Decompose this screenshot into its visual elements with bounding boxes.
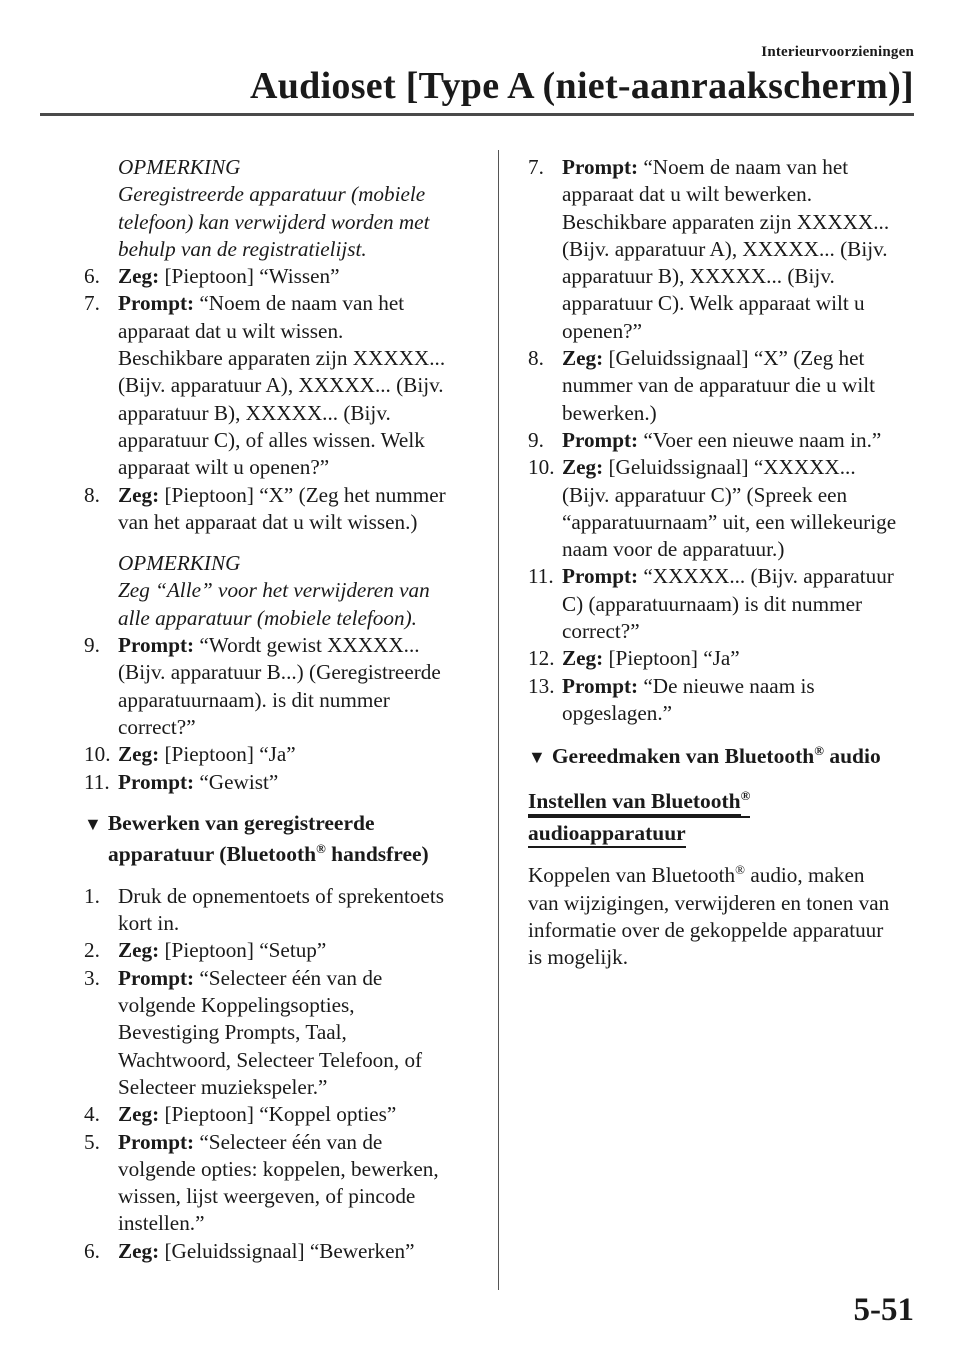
step-line bbox=[562, 454, 920, 481]
step-line bbox=[562, 700, 920, 727]
step-line bbox=[118, 769, 480, 796]
step-text: van het apparaat dat u wilt wissen.) bbox=[118, 509, 418, 534]
step-line bbox=[118, 1074, 480, 1101]
step-text: “Gewist” bbox=[199, 769, 279, 794]
step-line bbox=[118, 1101, 480, 1128]
step-text: “De nieuwe naam is bbox=[643, 673, 815, 698]
step-keyword: Prompt: bbox=[562, 155, 639, 179]
step-text: openen?” bbox=[562, 318, 642, 343]
step-text: apparatuurnaam). is dit nummer bbox=[118, 687, 390, 712]
triangle-icon: ▼ bbox=[84, 813, 102, 834]
step-text: Beschikbare apparaten zijn XXXXX... bbox=[562, 209, 890, 234]
step-text: Beschikbare apparaten zijn XXXXX... bbox=[118, 346, 446, 371]
step-number: 3. bbox=[84, 965, 100, 990]
body-paragraph bbox=[528, 862, 920, 971]
step-text: apparaat dat u wilt bewerken. bbox=[562, 182, 813, 207]
step-keyword: Prompt: bbox=[118, 769, 195, 794]
page-title: Audioset [Type A (niet-aanraakscherm)] bbox=[249, 65, 914, 107]
step-text: (Bijv. apparatuur C)” (Spreek een bbox=[562, 482, 848, 507]
step-line bbox=[118, 632, 480, 659]
step-number: 7. bbox=[84, 291, 100, 316]
column-divider bbox=[498, 150, 499, 1290]
step-text: [Pieptoon] “X” (Zeg het nummer bbox=[164, 482, 446, 507]
step-number: 6. bbox=[84, 1238, 100, 1263]
step-number: 8. bbox=[528, 346, 544, 371]
step-number: 7. bbox=[528, 155, 544, 179]
step-text: “Selecteer één van de bbox=[199, 965, 383, 990]
step-item bbox=[84, 769, 480, 796]
steps-list bbox=[528, 154, 920, 727]
step-line bbox=[118, 1156, 480, 1183]
note-line: Geregistreerde apparatuur (mobiele bbox=[118, 182, 426, 207]
step-item bbox=[84, 1129, 480, 1238]
registered-mark: ® bbox=[316, 840, 326, 856]
step-text: Druk de opnementoets of sprekentoets bbox=[118, 883, 444, 908]
para-line: informatie over de gekoppelde apparatuur bbox=[528, 917, 884, 942]
para-line: van wijzigingen, verwijderen en tonen van bbox=[528, 890, 890, 915]
step-line bbox=[118, 965, 480, 992]
step-line bbox=[118, 937, 480, 964]
step-line bbox=[562, 154, 920, 181]
step-number: 11. bbox=[528, 564, 554, 589]
section-heading-text: Gereedmaken van Bluetooth bbox=[551, 744, 815, 769]
step-number: 10. bbox=[84, 742, 111, 767]
note-heading: OPMERKING bbox=[118, 155, 241, 179]
step-line bbox=[118, 372, 480, 399]
step-text: [Geluidssignaal] “XXXXX... bbox=[608, 455, 856, 480]
step-line bbox=[118, 1129, 480, 1156]
step-item bbox=[84, 290, 480, 481]
step-line bbox=[562, 345, 920, 372]
step-text: apparatuur C), of alles wissen. Welk bbox=[118, 427, 425, 452]
step-text: naam voor de apparatuur.) bbox=[562, 537, 785, 562]
step-line bbox=[118, 1047, 480, 1074]
step-line bbox=[118, 263, 480, 290]
step-line bbox=[118, 509, 480, 536]
step-item bbox=[528, 673, 920, 728]
subheading-line2: audioapparatuur bbox=[528, 820, 686, 848]
step-item bbox=[84, 1238, 480, 1265]
step-item bbox=[84, 883, 480, 938]
step-line bbox=[118, 400, 480, 427]
step-line bbox=[562, 482, 920, 509]
step-text: “Voer een nieuwe naam in.” bbox=[643, 427, 882, 452]
step-keyword: Prompt: bbox=[118, 291, 195, 316]
step-line bbox=[118, 454, 480, 481]
step-line bbox=[118, 427, 480, 454]
step-item bbox=[528, 427, 920, 454]
steps-list bbox=[84, 632, 480, 796]
step-line bbox=[562, 209, 920, 236]
step-text: C) (apparatuurnaam) is dit nummer bbox=[562, 591, 863, 616]
step-keyword: Zeg: bbox=[118, 1238, 160, 1263]
note-line: behulp van de registratielijst. bbox=[118, 236, 367, 261]
subheading bbox=[528, 786, 920, 848]
step-line bbox=[118, 883, 480, 910]
left-column bbox=[84, 154, 480, 1265]
step-item bbox=[84, 263, 480, 290]
step-text: [Geluidssignaal] “X” (Zeg het bbox=[608, 346, 865, 371]
step-text: “Wordt gewist XXXXX... bbox=[199, 633, 420, 658]
section-heading bbox=[528, 741, 920, 772]
step-item bbox=[84, 937, 480, 964]
step-keyword: Prompt: bbox=[562, 564, 639, 589]
step-text: apparaat dat u wilt wissen. bbox=[118, 318, 344, 343]
step-number: 2. bbox=[84, 938, 100, 963]
step-keyword: Zeg: bbox=[562, 646, 604, 671]
step-text: Selecteer muziekspeler.” bbox=[118, 1074, 328, 1099]
step-text: apparatuur B), XXXXX... (Bijv. bbox=[562, 264, 835, 289]
step-line bbox=[118, 1210, 480, 1237]
step-line bbox=[562, 645, 920, 672]
step-text: volgende Koppelingsopties, bbox=[118, 993, 355, 1018]
step-keyword: Prompt: bbox=[118, 1129, 195, 1154]
step-text: apparatuur C). Welk apparaat wilt u bbox=[562, 291, 865, 316]
step-number: 12. bbox=[528, 646, 555, 671]
header-section: Interieurvoorzieningen bbox=[761, 44, 914, 60]
step-text: correct?” bbox=[118, 714, 196, 739]
step-text: “XXXXX... (Bijv. apparatuur bbox=[643, 564, 894, 589]
step-keyword: Zeg: bbox=[118, 482, 160, 507]
section-heading-line2-end: handsfree) bbox=[325, 841, 429, 866]
step-keyword: Zeg: bbox=[118, 1102, 160, 1127]
step-text: [Pieptoon] “Wissen” bbox=[164, 264, 340, 289]
step-keyword: Prompt: bbox=[118, 633, 195, 658]
step-line bbox=[118, 992, 480, 1019]
step-line bbox=[562, 427, 920, 454]
step-keyword: Zeg: bbox=[118, 264, 160, 289]
step-number: 4. bbox=[84, 1102, 100, 1127]
step-number: 6. bbox=[84, 264, 100, 289]
step-keyword: Prompt: bbox=[562, 673, 639, 698]
step-line bbox=[118, 290, 480, 317]
step-line bbox=[562, 263, 920, 290]
step-number: 10. bbox=[528, 455, 555, 480]
step-line bbox=[118, 482, 480, 509]
step-line bbox=[118, 345, 480, 372]
section-heading-text-end: audio bbox=[823, 744, 881, 769]
step-line bbox=[562, 318, 920, 345]
step-item bbox=[528, 154, 920, 345]
step-text: opgeslagen.” bbox=[562, 700, 673, 725]
step-item bbox=[528, 645, 920, 672]
step-line bbox=[562, 400, 920, 427]
step-line bbox=[118, 714, 480, 741]
step-number: 8. bbox=[84, 482, 100, 507]
step-number: 9. bbox=[84, 633, 100, 658]
step-text: “apparatuurnaam” uit, een willekeurige bbox=[562, 509, 897, 534]
registered-mark: ® bbox=[814, 743, 824, 759]
step-line bbox=[118, 1183, 480, 1210]
step-keyword: Prompt: bbox=[562, 427, 639, 452]
note-line: Zeg “Alle” voor het verwijderen van bbox=[118, 578, 430, 603]
step-text: [Pieptoon] “Setup” bbox=[164, 938, 327, 963]
step-text: Bevestiging Prompts, Taal, bbox=[118, 1020, 347, 1045]
right-column bbox=[528, 154, 920, 971]
step-line bbox=[562, 236, 920, 263]
step-number: 13. bbox=[528, 673, 555, 698]
registered-mark: ® bbox=[735, 862, 746, 878]
step-keyword: Prompt: bbox=[118, 965, 195, 990]
para-line: is mogelijk. bbox=[528, 945, 629, 970]
step-line bbox=[562, 290, 920, 317]
step-number: 11. bbox=[84, 769, 110, 794]
step-item bbox=[528, 563, 920, 645]
step-keyword: Zeg: bbox=[562, 346, 604, 371]
step-line bbox=[562, 563, 920, 590]
step-item bbox=[528, 345, 920, 427]
step-text: apparaat wilt u openen?” bbox=[118, 455, 330, 480]
step-text: bewerken.) bbox=[562, 400, 657, 425]
step-line bbox=[118, 910, 480, 937]
section-heading-line2: apparatuur (Bluetooth bbox=[108, 841, 317, 866]
step-text: (Bijv. apparatuur B...) (Geregistreerde bbox=[118, 660, 441, 685]
step-text: kort in. bbox=[118, 911, 180, 936]
step-text: instellen.” bbox=[118, 1211, 205, 1236]
step-number: 5. bbox=[84, 1129, 100, 1154]
step-item bbox=[84, 482, 480, 537]
registered-mark: ® bbox=[740, 788, 751, 804]
step-text: nummer van de apparatuur die u wilt bbox=[562, 373, 876, 398]
step-text: volgende opties: koppelen, bewerken, bbox=[118, 1156, 439, 1181]
steps-list bbox=[84, 883, 480, 1265]
step-keyword: Zeg: bbox=[562, 455, 604, 480]
step-text: “Selecteer één van de bbox=[199, 1129, 383, 1154]
step-line bbox=[118, 659, 480, 686]
step-item bbox=[528, 454, 920, 563]
step-line bbox=[562, 509, 920, 536]
step-number: 1. bbox=[84, 883, 100, 908]
step-line bbox=[118, 318, 480, 345]
step-text: (Bijv. apparatuur A), XXXXX... (Bijv. bbox=[562, 236, 888, 261]
step-text: [Geluidssignaal] “Bewerken” bbox=[164, 1238, 415, 1263]
step-item bbox=[84, 965, 480, 1101]
note-block bbox=[118, 550, 480, 632]
step-text: [Pieptoon] “Ja” bbox=[164, 742, 296, 767]
step-keyword: Zeg: bbox=[118, 938, 160, 963]
step-text: [Pieptoon] “Ja” bbox=[608, 646, 740, 671]
step-line bbox=[118, 1019, 480, 1046]
step-text: [Pieptoon] “Koppel opties” bbox=[164, 1102, 397, 1127]
step-line bbox=[562, 181, 920, 208]
step-line bbox=[118, 1238, 480, 1265]
step-item bbox=[84, 632, 480, 741]
step-keyword: Zeg: bbox=[118, 742, 160, 767]
section-heading-line1: Bewerken van geregistreerde bbox=[107, 810, 375, 835]
step-text: (Bijv. apparatuur A), XXXXX... (Bijv. bbox=[118, 373, 444, 398]
para-line: audio, maken bbox=[745, 863, 865, 888]
para-start: Koppelen van Bluetooth bbox=[528, 863, 736, 888]
note-line: telefoon) kan verwijderd worden met bbox=[118, 209, 430, 234]
step-line bbox=[562, 372, 920, 399]
step-line bbox=[118, 687, 480, 714]
page-number: 5-51 bbox=[853, 1292, 914, 1328]
note-heading: OPMERKING bbox=[118, 551, 241, 576]
section-heading bbox=[84, 808, 480, 869]
step-text: Wachtwoord, Selecteer Telefoon, of bbox=[118, 1047, 423, 1072]
step-text: “Noem de naam van het bbox=[643, 155, 849, 179]
step-line bbox=[118, 741, 480, 768]
step-text: correct?” bbox=[562, 619, 640, 644]
step-text: “Noem de naam van het bbox=[199, 291, 405, 316]
step-line bbox=[562, 591, 920, 618]
step-item bbox=[84, 741, 480, 768]
subheading-line1: Instellen van Bluetooth bbox=[528, 788, 741, 816]
step-line bbox=[562, 536, 920, 563]
note-line: alle apparatuur (mobiele telefoon). bbox=[118, 605, 417, 630]
step-number: 9. bbox=[528, 427, 544, 452]
step-line bbox=[562, 673, 920, 700]
header-rule bbox=[40, 113, 914, 116]
step-line bbox=[562, 618, 920, 645]
triangle-icon: ▼ bbox=[528, 747, 546, 768]
step-text: wissen, lijst weergeven, of pincode bbox=[118, 1184, 416, 1209]
note-block bbox=[118, 154, 480, 263]
step-item bbox=[84, 1101, 480, 1128]
step-text: apparatuur B), XXXXX... (Bijv. bbox=[118, 400, 391, 425]
steps-list bbox=[84, 263, 480, 536]
